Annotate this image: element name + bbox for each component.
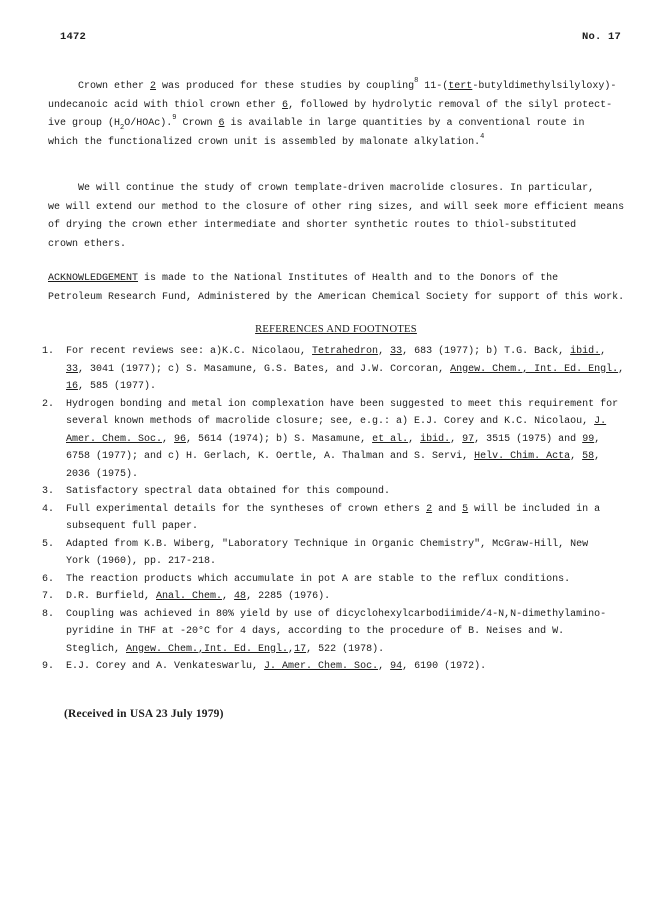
reference-item [42,501,642,536]
reference-text [66,396,642,484]
reference-number: 6. [42,573,55,585]
underlined-text: Angew. Chem.,Int. Ed. Engl. [126,643,289,655]
text-line: ACKNOWLEDGEMENT is made to the National Institutes of Health and to the Donors of the [48,273,559,284]
text-line: Crown ether 2 was produced for these studies by coupling$^8$ 11-(tert-butyldimethylsilyloxy)- [78,77,617,92]
text-line: several known methods of macrolide closure; see, e.g.: a) E.J. Corey and K.C. Nicolaou, J. [66,416,607,427]
underlined-text: 96 [174,433,187,445]
reference-item [42,396,642,484]
underlined-text: 6 [282,99,289,111]
underlined-text: 2 [150,81,157,92]
underlined-text: 33 [390,346,403,357]
underlined-text: Helv. Chim. Acta [474,451,571,462]
text-line: Coupling was achieved in 80% yield by use of dicyclohexylcarbodiimide/4-N,N-dimethylamino- [66,608,607,620]
text-line: we will extend our method to the closure of other ring sizes, and will seek more efficient means [48,201,625,213]
text-line: For recent reviews see: a)K.C. Nicolaou, Tetrahedron, 33, 683 (1977); b) T.G. Back, ibid., [66,346,607,357]
reference-number: 9. [42,661,55,672]
reference-number: 3. [42,486,55,497]
text-line: Adapted from K.B. Wiberg, "Laboratory Technique in Organic Chemistry", McGraw-Hill, New [66,538,589,550]
text-line: undecanoic acid with thiol crown ether 6, followed by hydrolytic removal of the silyl protect- [48,99,613,111]
text-line: Steglich, Angew. Chem.,Int. Ed. Engl.,17, 522 (1978). [66,643,385,655]
reference-text [66,483,642,501]
reference-number: 7. [42,591,55,602]
underlined-text: 33 [66,363,79,375]
reference-text [66,658,642,676]
reference-number: 1. [42,346,55,357]
underlined-text: Angew. Chem., Int. Ed. Engl. [450,363,619,375]
reference-number: 2. [42,398,55,410]
text-line: Amer. Chem. Soc., 96, 5614 (1974); b) S. Masamune, et al., ibid., 97, 3515 (1975) and 99, [66,433,601,445]
underlined-text: Anal. Chem. [156,591,223,602]
superscript-footnote-ref: 8 [414,77,419,85]
underlined-text: J. Amer. Chem. Soc. [264,661,379,672]
underlined-text: 99 [582,433,595,445]
reference-item [42,343,642,396]
reference-item [42,588,642,606]
underlined-text: ACKNOWLEDGEMENT [48,273,139,284]
superscript-footnote-ref: 4 [480,132,485,141]
issue-number: No. 17 [582,31,622,43]
text-line: pyridine in THF at -20°C for 4 days, according to the procedure of B. Neises and W. [66,626,565,637]
underlined-text: 97 [462,433,475,445]
reference-text [66,343,642,396]
reference-item [42,536,642,571]
paragraph-crown-ether-synthesis [48,78,636,152]
underlined-text: 6 [218,118,225,129]
text-line: ive group $(H_2O/HOAc).^9$ Crown 6 is available in large quantities by a conventional route in [48,114,585,132]
references-list [42,343,642,676]
text-line: Petroleum Research Fund, Administered by the American Chemical Society for support of this work. [48,291,625,303]
underlined-text: 5 [462,503,469,515]
superscript-footnote-ref: 9 [172,114,177,122]
underlined-text: Amer. Chem. Soc. [66,433,163,445]
text-line: 33, 3041 (1977); c) S. Masamune, G.S. Bates, and J.W. Corcoran, Angew. Chem., Int. Ed. Engl., [66,363,625,375]
underlined-text: J. [594,416,607,427]
underlined-text: tert [448,81,473,92]
reference-item [42,606,642,659]
reference-number: 5. [42,538,55,550]
underlined-text: 58 [582,451,595,462]
reference-item [42,658,642,676]
reference-text [66,536,642,571]
reference-item [42,483,642,501]
subscript: 2 [120,124,125,132]
text-line: E.J. Corey and A. Venkateswarlu, J. Amer. Chem. Soc., 94, 6190 (1972). [66,661,487,672]
text-line: We will continue the study of crown template-driven macrolide closures. In particular, [78,183,595,194]
reference-number: 4. [42,503,55,515]
reference-text [66,501,642,536]
paragraph-future-work [48,180,636,254]
text-line: of drying the crown ether intermediate and shorter synthetic routes to thiol-substituted [48,220,577,231]
references-heading: REFERENCES AND FOOTNOTES [255,324,417,335]
text-line: Hydrogen bonding and metal ion complexation have been suggested to meet this requirement for [66,398,619,410]
reference-text [66,571,642,589]
text-line: 2036 (1975). [66,468,139,480]
reference-text [66,606,642,659]
text-line: D.R. Burfield, Anal. Chem., 48, 2285 (1976). [66,591,331,602]
underlined-text: 48 [234,591,247,602]
reference-number: 8. [42,608,55,620]
reference-text [66,588,642,606]
page-number: 1472 [60,31,87,43]
underlined-text: 17 [294,643,307,655]
text-line: Satisfactory spectral data obtained for this compound. [66,486,391,497]
text-line: Full experimental details for the syntheses of crown ethers 2 and 5 will be included in a [66,503,601,515]
underlined-text: 2 [426,503,433,515]
underlined-text: 16 [66,381,79,392]
underlined-text: et al. [372,433,409,445]
text-line: 6758 (1977); and c) H. Gerlach, K. Oertle, A. Thalman and S. Servi, Helv. Chim. Acta, 58, [66,451,601,462]
text-line: York (1960), pp. 217-218. [66,556,217,567]
underlined-text: 94 [390,661,403,672]
text-line: crown ethers. [48,238,127,250]
text-line: 16, 585 (1977). [66,381,157,392]
received-date: (Received in USA 23 July 1979) [64,708,224,720]
text-line: which the functionalized crown unit is assembled by malonate alkylation.$^4$ [48,132,485,148]
text-line: The reaction products which accumulate in pot A are stable to the reflux conditions. [66,573,571,585]
underlined-text: ibid. [420,433,451,445]
underlined-text: Tetrahedron [312,346,379,357]
underlined-text: ibid. [570,346,601,357]
reference-item [42,571,642,589]
text-line: subsequent full paper. [66,521,199,532]
acknowledgement [48,270,636,307]
